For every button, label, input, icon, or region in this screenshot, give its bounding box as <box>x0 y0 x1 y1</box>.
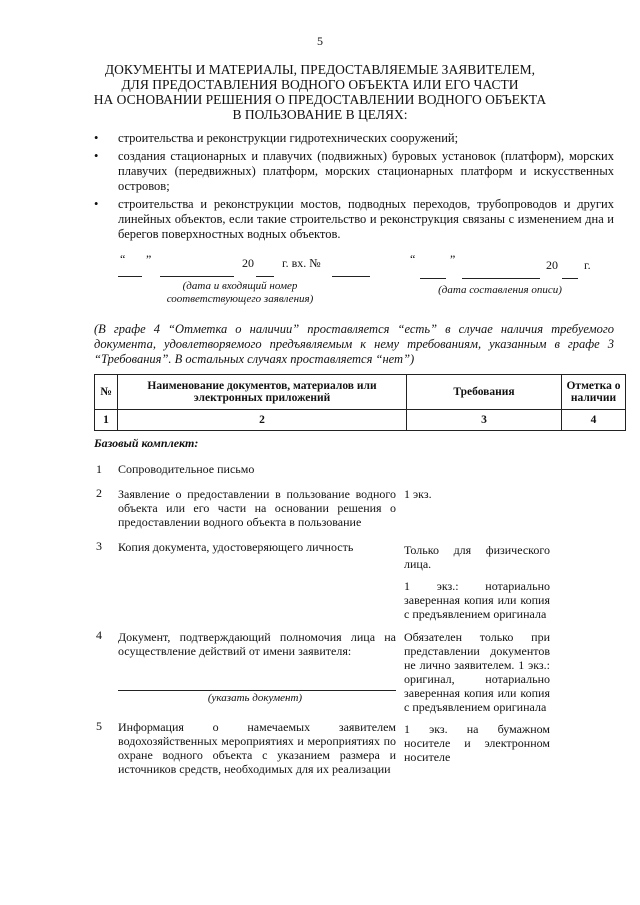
caption-line: (дата и входящий номер <box>182 280 298 292</box>
document-title <box>80 62 560 122</box>
row-name: Сопроводительное письмо <box>118 462 255 476</box>
quote-close: ” <box>146 252 152 266</box>
row-number: 1 <box>96 462 102 476</box>
month-line <box>462 278 540 279</box>
year-prefix: 20 <box>242 256 254 270</box>
row-requirement: 1 экз. на бумажном носителе и электронном носителе <box>404 722 550 764</box>
row-requirement-detail: 1 экз.: нотариально заверенная копия или копия с предъявлением оригинала <box>404 579 550 621</box>
column-header: Требования <box>407 375 562 410</box>
column-number: 1 <box>95 410 118 431</box>
caption-line: соответствующего заявления) <box>166 293 314 305</box>
list-item-text: строительства и реконструкции мостов, подводных переходов, трубопроводов и других линейных объектов, если такие строительство и реконструкция связаны с изменением дна и берегов поверхностных водных объектов. <box>118 197 614 241</box>
column-number: 4 <box>562 410 626 431</box>
list-item-text: создания стационарных и плавучих (подвижных) буровых установок (платформ), морских плавучих (передвижных) платформ, морских стационарных платформ и искусственных островов; <box>118 149 614 193</box>
list-item <box>94 131 614 146</box>
quote-close: ” <box>450 252 456 266</box>
row-name: Копия документа, удостоверяющего личность <box>118 540 354 554</box>
row-name: Заявление о предоставлении в пользование водного объекта или его части на основании решения о предоставлении водного объекта в пользование <box>118 487 396 529</box>
quote-open: “ <box>410 252 416 266</box>
list-item <box>94 197 614 242</box>
bullet-icon: • <box>94 197 99 211</box>
title-line: НА ОСНОВАНИИ РЕШЕНИЯ О ПРЕДОСТАВЛЕНИИ ВОДНОГО ОБЪЕКТА <box>93 92 547 107</box>
year-suffix: г. <box>584 258 591 272</box>
day-line <box>118 276 142 277</box>
year-line <box>256 276 274 277</box>
title-line: ДОКУМЕНТЫ И МАТЕРИАЛЫ, ПРЕДОСТАВЛЯЕМЫЕ ЗАЯВИТЕЛЕМ, <box>104 62 536 77</box>
row-requirement: Обязателен только при представлении документов не лично заявителем. 1 экз.: оригинал, нотариально заверенная копия или копия с предъявлением оригинала <box>404 630 550 714</box>
row-requirement: 1 экз. <box>404 487 432 501</box>
row-number: 5 <box>96 719 102 733</box>
quote-open: “ <box>120 252 126 266</box>
row-number: 2 <box>96 486 102 500</box>
column-header: Наименование документов, материалов или электронных приложений <box>118 375 407 410</box>
document-caption: (указать документ) <box>207 692 303 704</box>
row-requirement: Только для физического лица. <box>404 543 550 571</box>
column-number: 3 <box>407 410 562 431</box>
registration-caption <box>150 280 330 306</box>
column-header: Отметка о наличии <box>562 375 626 410</box>
document-fill-line <box>118 690 396 691</box>
list-item <box>94 149 614 194</box>
list-item-text: строительства и реконструкции гидротехнических сооружений; <box>118 131 459 145</box>
month-line <box>160 276 234 277</box>
row-number: 4 <box>96 628 102 642</box>
column-header: № <box>95 375 118 410</box>
base-set-label: Базовый комплект: <box>94 436 199 450</box>
page-number: 5 <box>317 34 323 48</box>
row-number: 3 <box>96 539 102 553</box>
documents-table-header <box>94 374 626 431</box>
day-line <box>420 278 446 279</box>
bullet-icon: • <box>94 149 99 163</box>
instruction-note: (В графе 4 “Отметка о наличии” проставляется “есть” в случае наличия требуемого документа, удовлетворяемого предъявляемым к нему требованиям, указанным в графе 3 “Требования”. В остальных случаях проставляется “нет”) <box>94 322 614 366</box>
column-number: 2 <box>118 410 407 431</box>
incoming-number-label: г. вх. № <box>282 256 321 270</box>
row-name: Информация о намечаемых заявителем водохозяйственных мероприятиях и мероприятиях по охране водного объекта с указанием размера и источников средств, необходимых для их реализации <box>118 720 396 776</box>
inventory-date-caption: (дата составления описи) <box>438 284 562 296</box>
number-line <box>332 276 370 277</box>
title-line: В ПОЛЬЗОВАНИЕ В ЦЕЛЯХ: <box>232 107 408 122</box>
year-line <box>562 278 578 279</box>
purpose-list <box>94 131 614 245</box>
bullet-icon: • <box>94 131 99 145</box>
row-name: Документ, подтверждающий полномочия лица на осуществление действий от имени заявителя: <box>118 630 396 658</box>
title-line: ДЛЯ ПРЕДОСТАВЛЕНИЯ ВОДНОГО ОБЪЕКТА ИЛИ ЕГО ЧАСТИ <box>121 77 519 92</box>
year-prefix: 20 <box>546 258 558 272</box>
